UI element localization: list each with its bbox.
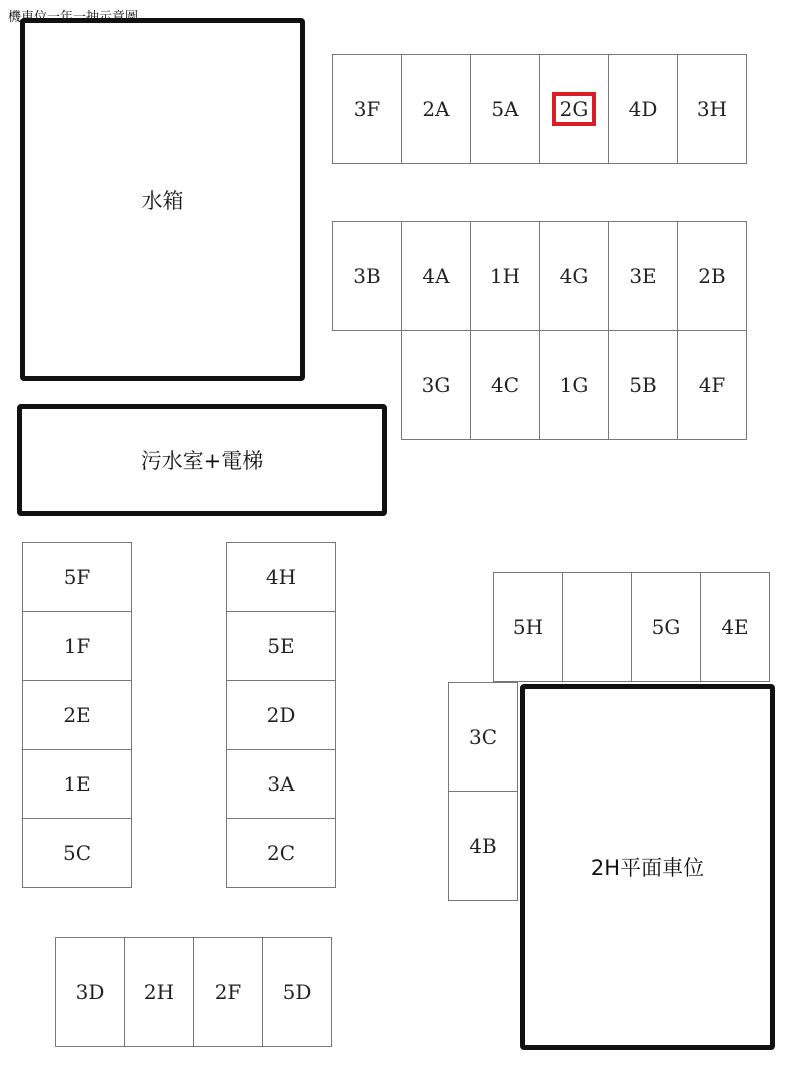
flat-parking-label: 2H平面車位 (590, 856, 705, 880)
space-label: 1F (63, 634, 91, 658)
space-label: 5B (629, 373, 657, 397)
space-label: 2F (214, 980, 242, 1004)
space-label: 4C (490, 373, 520, 397)
water-tank-label: 水箱 (141, 188, 184, 213)
space-2b[interactable] (677, 221, 747, 331)
space-label: 4B (469, 834, 497, 858)
space-label: 5A (491, 97, 519, 121)
space-label: 4G (559, 264, 589, 288)
space-label: 2H (143, 980, 175, 1004)
space-3h[interactable] (677, 54, 747, 164)
space-3e[interactable] (608, 221, 678, 331)
space-4e[interactable] (700, 572, 770, 682)
space-3a[interactable] (226, 749, 336, 819)
space-label: 2A (422, 97, 450, 121)
space-2e[interactable] (22, 680, 132, 750)
space-5h[interactable] (493, 572, 563, 682)
space-2c[interactable] (226, 818, 336, 888)
space-label: 3G (421, 373, 451, 397)
space-4f[interactable] (677, 330, 747, 440)
sewage-elevator-label: 污水室+電梯 (140, 449, 264, 473)
space-label: 3H (696, 97, 728, 121)
space-label: 1G (559, 373, 589, 397)
space-2h[interactable] (124, 937, 194, 1047)
space-3b[interactable] (332, 221, 402, 331)
space-5g[interactable] (631, 572, 701, 682)
space-label: 2E (63, 703, 91, 727)
space-label: 1E (63, 772, 91, 796)
space-label: 3D (75, 980, 105, 1004)
space-label: 2B (698, 264, 726, 288)
space-3g[interactable] (401, 330, 471, 440)
diagram-title: 機車位一年一抽示意圖 (8, 8, 144, 28)
space-label: 2D (266, 703, 296, 727)
space-2a[interactable] (401, 54, 471, 164)
space-4g[interactable] (539, 221, 609, 331)
space-5d[interactable] (262, 937, 332, 1047)
space-label: 5E (267, 634, 295, 658)
space-empty[interactable] (562, 572, 632, 682)
space-2g-highlighted[interactable] (539, 54, 609, 164)
space-label: 5D (282, 980, 312, 1004)
space-2f[interactable] (193, 937, 263, 1047)
space-5b[interactable] (608, 330, 678, 440)
space-5a[interactable] (470, 54, 540, 164)
space-label: 5C (62, 841, 92, 865)
space-1f[interactable] (22, 611, 132, 681)
space-1g[interactable] (539, 330, 609, 440)
space-3d[interactable] (55, 937, 125, 1047)
space-4h[interactable] (226, 542, 336, 612)
space-label: 4F (698, 373, 726, 397)
space-label: 3F (353, 97, 381, 121)
space-label: 4A (422, 264, 450, 288)
space-label: 4E (721, 615, 749, 639)
space-label: 1H (489, 264, 521, 288)
space-label: 5G (651, 615, 681, 639)
space-label: 2C (266, 841, 296, 865)
flat-parking-2h (520, 684, 775, 1050)
water-tank (20, 18, 305, 381)
space-label: 3E (629, 264, 657, 288)
space-4a[interactable] (401, 221, 471, 331)
space-2d[interactable] (226, 680, 336, 750)
space-label: 5F (63, 565, 91, 589)
highlight-marker: 2G (552, 92, 597, 126)
sewage-elevator-room (17, 404, 387, 516)
space-5e[interactable] (226, 611, 336, 681)
space-4c[interactable] (470, 330, 540, 440)
space-4d[interactable] (608, 54, 678, 164)
space-4b[interactable] (448, 791, 518, 901)
space-1h[interactable] (470, 221, 540, 331)
space-5c[interactable] (22, 818, 132, 888)
space-label: 5H (512, 615, 544, 639)
space-1e[interactable] (22, 749, 132, 819)
space-label: 4D (628, 97, 658, 121)
space-5f[interactable] (22, 542, 132, 612)
space-3f[interactable] (332, 54, 402, 164)
space-3c[interactable] (448, 682, 518, 792)
space-label: 4H (265, 565, 297, 589)
space-label: 3B (353, 264, 381, 288)
space-label: 3C (468, 725, 498, 749)
space-label: 3A (267, 772, 295, 796)
